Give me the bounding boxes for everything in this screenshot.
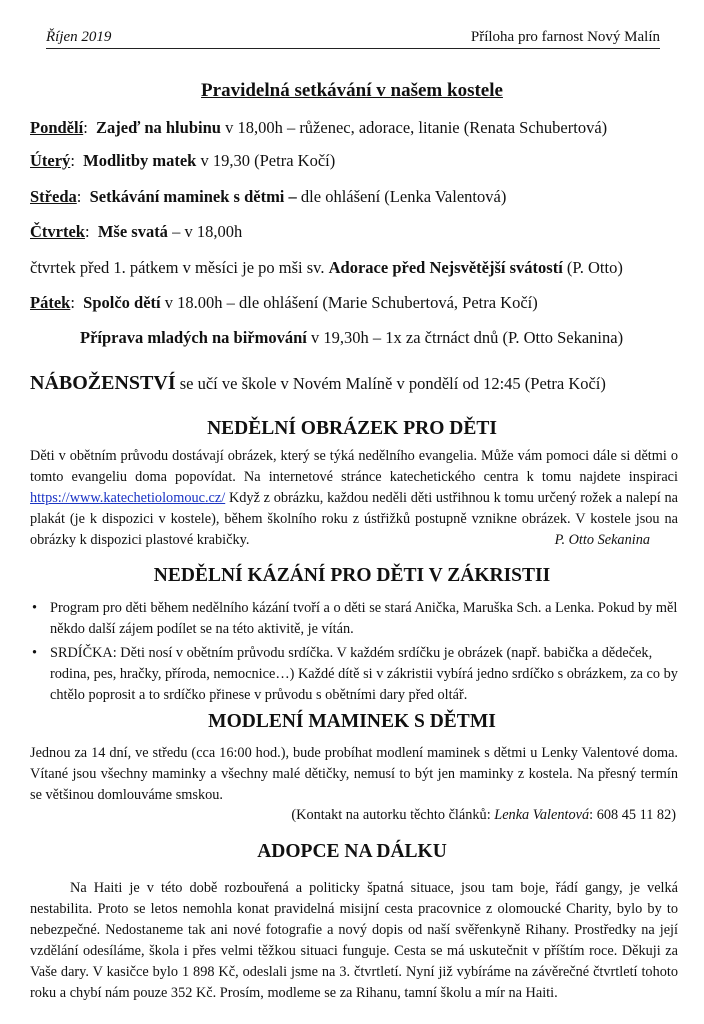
- heading-sunday-sermon: NEDĚLNÍ KÁZÁNÍ PRO DĚTI V ZÁKRISTII: [153, 565, 551, 586]
- event-name: Modlitby matek: [83, 151, 197, 170]
- event-name: Setkávání maminek s dětmi –: [89, 187, 297, 206]
- heading-mothers-prayer: MODLENÍ MAMINEK S DĚTMI: [208, 711, 496, 732]
- heading-adoption: ADOPCE NA DÁLKU: [257, 841, 447, 862]
- katechetiolomouc-link[interactable]: https://www.katechetiolomouc.cz/: [30, 490, 226, 506]
- schedule-confirmation: [80, 328, 623, 348]
- picture-text-2: Když z obrázku, každou neděli děti ustřihnou k tomu určený rožek a nalepí na plakát (je k dispozici v kostele), během školního roku z ústřižků postupně vznikne obrázek. V kostele jsou na obrázky k dispozici plastové krabičky.: [30, 490, 678, 548]
- event-details: v 18,00h – růženec, adorace, litanie (Renata Schubertová): [220, 118, 608, 137]
- bullet-icon: •: [32, 645, 38, 661]
- sermon-list: [30, 598, 678, 709]
- list-item: [30, 598, 678, 640]
- religion-label: NÁBOŽENSTVÍ: [30, 372, 176, 394]
- schedule-tuesday: Úterý: Modlitby matek v 19,30 (Petra Kočí): [30, 151, 336, 170]
- day-label: Pondělí: [30, 118, 84, 137]
- page-header: [46, 28, 660, 49]
- event-name: Zajeď na hlubinu: [96, 118, 221, 137]
- event-name: Mše svatá: [97, 222, 168, 241]
- event-details: v 18.00h – dle ohlášení (Marie Schubertová, Petra Kočí): [160, 293, 538, 312]
- issue-date: Říjen 2019: [46, 29, 112, 45]
- schedule-monday: Pondělí: Zajeď na hlubinu v 18,00h – růženec, adorace, litanie (Renata Schubertová): [30, 118, 608, 137]
- adoption-paragraph: Na Haiti je v této době rozbouřená a politicky špatná situace, jsou tam boje, řádí gangy, je velká nestabilita. Proto se letos nemohla konat pravidelná misijní cesta pracovnice z olomoucké Charity, bylo by to nebezpečné. Nedostaneme tak ani nové fotografie a nový dopis od naší svěřenkyně Rihany. Prostředky na její vzdělání odesíláme, škola i přes velmi těžkou situaci funguje. Cesta se má uskutečnit v příštím roce. Děkuji za Vaše dary. V kasičce bylo 1 898 Kč, odeslali jsme na 3. čtvrtletí. Nyní již vybíráme na závěrečné čtvrtletí tohoto roku a chybí nám pouze 352 Kč. Prosím, modleme se za Rihanu, tamní školu a mír na Haiti.: [30, 880, 678, 1001]
- event-name: Adorace před Nejsvětější svátostí: [328, 258, 563, 277]
- main-title: Pravidelná setkávání v našem kostele: [201, 80, 503, 101]
- religion-text: se učí ve škole v Novém Malíně v pondělí od 12:45 (Petra Kočí): [175, 374, 606, 393]
- event-name: Spolčo dětí: [83, 293, 161, 312]
- event-details: dle ohlášení (Lenka Valentová): [296, 187, 507, 206]
- author-contact: [291, 807, 676, 824]
- day-label: Pátek: [30, 293, 71, 312]
- adoration-suffix: (P. Otto): [562, 258, 623, 277]
- schedule-wednesday: Středa: Setkávání maminek s dětmi – dle ohlášení (Lenka Valentová): [30, 187, 507, 206]
- schedule-friday: Pátek: Spolčo dětí v 18.00h – dle ohlášení (Marie Schubertová, Petra Kočí): [30, 293, 538, 312]
- list-item-text: Program pro děti během nedělního kázání tvoří a o děti se stará Anička, Maruška Sch. a Lenka. Pokud by měl někdo další zájem podílet se na této aktivitě, je vítán.: [50, 600, 678, 637]
- bullet-icon: •: [32, 600, 38, 616]
- sunday-picture-paragraph: [30, 446, 678, 551]
- religion-line: [30, 372, 606, 395]
- day-label: Čtvrtek: [30, 222, 85, 241]
- list-item: [30, 643, 678, 706]
- day-label: Středa: [30, 187, 77, 206]
- list-item-text: SRDÍČKA: Děti nosí v obětním průvodu srdíčka. V každém srdíčku je obrázek (např. babička a dědeček, rodina, pes, hračky, příroda, nemocnice…) Každé dítě si v zákristii vybírá jedno srdíčko s obrázkem, za co by chtělo poprosit a to srdíčko přinese v průvodu s obětními dary před oltář.: [50, 645, 678, 703]
- schedule-thursday-adoration: [30, 258, 623, 278]
- picture-text-1: Děti v obětním průvodu dostávají obrázek, který se týká nedělního evangelia. Může vám pomoci dále si dětmi o tomto evangeliu doma popovídat. Na internetové stránce katechetického centra k tomu najdete inspiraci: [30, 448, 678, 485]
- event-details: – v 18,00h: [167, 222, 243, 241]
- contact-prefix: (Kontakt na autorku těchto článků:: [291, 807, 495, 823]
- contact-suffix: : 608 45 11 82): [589, 807, 676, 823]
- supplement-title: Příloha pro farnost Nový Malín: [470, 29, 660, 45]
- signature: P. Otto Sekanina: [554, 532, 650, 548]
- schedule-thursday: Čtvrtek: Mše svatá – v 18,00h: [30, 222, 243, 241]
- mothers-prayer-paragraph: Jednou za 14 dní, ve středu (cca 16:00 hod.), bude probíhat modlení maminek s dětmi u Lenky Valentové doma. Vítané jsou všechny maminky a všechny malé dětičky, nemusí to být jen maminky z kostela. Na přesný termín se většinou domlouváme smskou.: [30, 745, 678, 803]
- event-name: Příprava mladých na biřmování: [80, 328, 307, 347]
- heading-sunday-picture: NEDĚLNÍ OBRÁZEK PRO DĚTI: [207, 418, 497, 439]
- adoration-prefix: čtvrtek před 1. pátkem v měsíci je po mši sv.: [30, 258, 329, 277]
- event-details: v 19,30 (Petra Kočí): [196, 151, 336, 170]
- contact-name: Lenka Valentová: [494, 807, 590, 823]
- event-details: v 19,30h – 1x za čtrnáct dnů (P. Otto Sekanina): [306, 328, 624, 347]
- day-label: Úterý: [30, 151, 71, 170]
